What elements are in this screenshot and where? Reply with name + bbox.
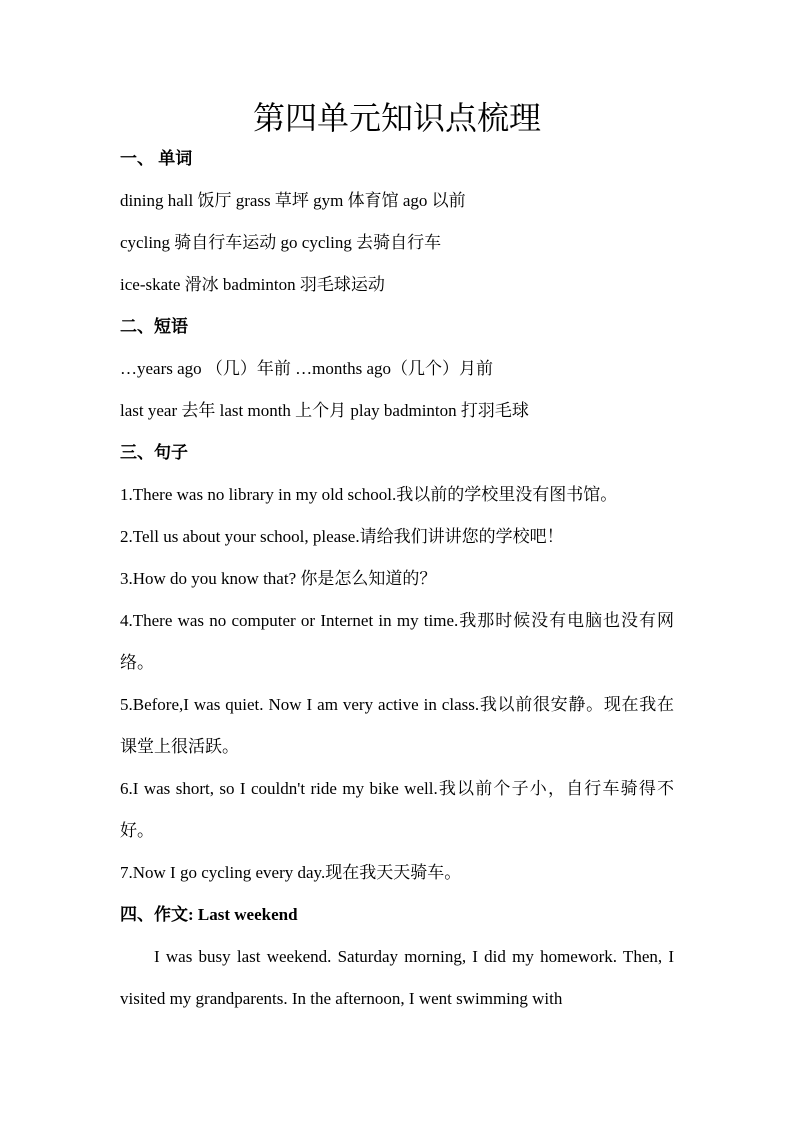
sentence-1: 1.There was no library in my old school.我以前的学校里没有图书馆。	[120, 485, 618, 504]
sentence-3: 3.How do you know that? 你是怎么知道的？	[120, 569, 437, 588]
words-line-2: cycling 骑自行车运动 go cycling 去骑自行车	[120, 233, 442, 252]
phrases-line-2: last year 去年 last month 上个月 play badminton 打羽毛球	[120, 401, 529, 420]
section-heading-words: 一、 单词	[120, 149, 193, 168]
section-heading-sentences: 三、句子	[120, 443, 188, 462]
sentence-6: 6.I was short, so I couldn't ride my bike well.我以前个子小，自行车骑得不好。	[120, 779, 674, 840]
composition-paragraph: I was busy last weekend. Saturday morning, I did my homework. Then, I visited my grandparents. In the afternoon, I went swimming with	[120, 947, 674, 1008]
sentence-2: 2.Tell us about your school, please.请给我们讲讲您的学校吧！	[120, 527, 564, 546]
phrases-line-1: …years ago （几）年前 …months ago（几个）月前	[120, 359, 494, 378]
sentence-4: 4.There was no computer or Internet in my time.我那时候没有电脑也没有网络。	[120, 611, 674, 672]
sentence-5: 5.Before,I was quiet. Now I am very active in class.我以前很安静。现在我在课堂上很活跃。	[120, 695, 674, 756]
section-heading-phrases: 二、短语	[120, 317, 188, 336]
document-body	[120, 138, 674, 1020]
sentence-7: 7.Now I go cycling every day.现在我天天骑车。	[120, 863, 462, 882]
words-line-3: ice-skate 滑冰 badminton 羽毛球运动	[120, 275, 385, 294]
words-line-1: dining hall 饭厅 grass 草坪 gym 体育馆 ago 以前	[120, 191, 466, 210]
section-heading-composition: 四、作文: Last weekend	[120, 905, 298, 924]
page-title: 第四单元知识点梳理	[252, 100, 541, 136]
